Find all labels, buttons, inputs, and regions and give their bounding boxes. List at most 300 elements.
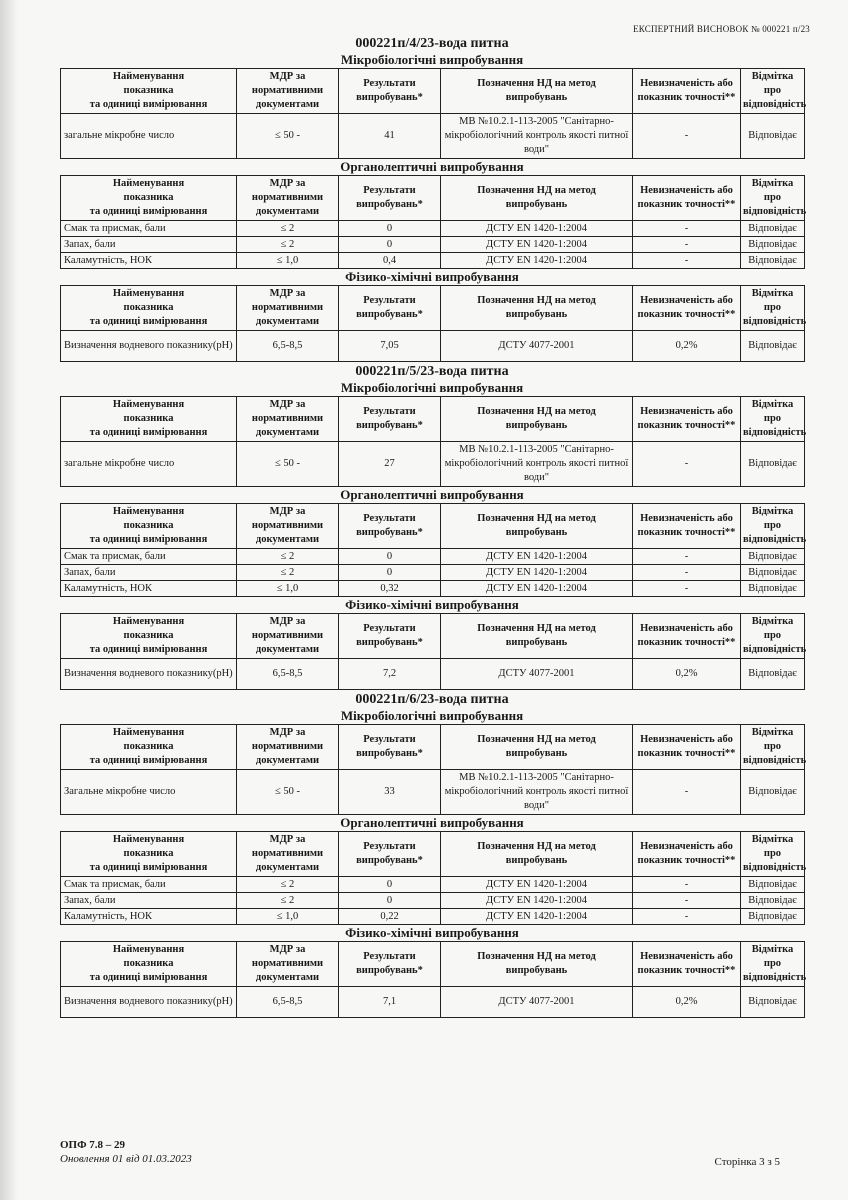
uncertainty-value: -	[633, 581, 741, 597]
col-nd-header	[441, 504, 633, 549]
col-nd-header	[441, 69, 633, 114]
header-line: Найменування	[112, 834, 185, 845]
header-line: показник точності**	[637, 309, 736, 320]
method-standard: ДСТУ 4077-2001	[441, 659, 633, 690]
header-line: показника	[123, 520, 174, 531]
col-uncertainty-header	[633, 725, 741, 770]
compliance-status: Відповідає	[741, 987, 805, 1018]
col-compliance-header	[741, 69, 805, 114]
col-compliance-header	[741, 176, 805, 221]
header-line: Позначення НД на метод	[477, 513, 596, 524]
col-uncertainty-header	[633, 69, 741, 114]
mdr-value: 6,5-8,5	[237, 659, 339, 690]
col-name-header	[61, 504, 237, 549]
header-line: випробувань*	[356, 748, 423, 759]
header-line: нормативними	[251, 848, 324, 859]
table-header-row	[61, 832, 805, 877]
header-line: документами	[255, 755, 320, 766]
header-line: випробувань	[505, 199, 568, 210]
header-line: Позначення НД на метод	[477, 406, 596, 417]
col-uncertainty-header	[633, 176, 741, 221]
uncertainty-value: -	[633, 549, 741, 565]
mdr-value: ≤ 50 -	[237, 442, 339, 487]
table-header-row	[61, 176, 805, 221]
result-value: 7,1	[339, 987, 441, 1018]
sample-title: 000221п/6/23-вода питна	[355, 692, 509, 707]
header-line: Найменування	[112, 399, 185, 410]
col-nd-header	[441, 725, 633, 770]
header-line: випробувань*	[356, 92, 423, 103]
header-line: Результати	[363, 841, 416, 852]
uncertainty-value: -	[633, 770, 741, 815]
header-line: показник точності**	[637, 92, 736, 103]
method-standard: ДСТУ EN 1420-1:2004	[441, 221, 633, 237]
header-line: документами	[255, 534, 320, 545]
header-line: показника	[123, 630, 174, 641]
header-line: Результати	[363, 951, 416, 962]
method-standard: МВ №10.2.1-113-2005 "Санітарно-мікробіологічний контроль якості питної води"	[441, 770, 633, 815]
header-line: Найменування	[112, 71, 185, 82]
uncertainty-value: -	[633, 237, 741, 253]
form-update: Оновлення 01 від 01.03.2023	[60, 1153, 192, 1165]
header-line: показник точності**	[637, 748, 736, 759]
result-value: 33	[339, 770, 441, 815]
table-row	[61, 565, 805, 581]
compliance-status: Відповідає	[741, 877, 805, 893]
col-name-header	[61, 69, 237, 114]
col-compliance-header	[741, 397, 805, 442]
header-line: випробувань	[505, 527, 568, 538]
header-line: Найменування	[112, 506, 185, 517]
compliance-status: Відповідає	[741, 253, 805, 269]
col-name-header	[61, 725, 237, 770]
table-row	[61, 221, 805, 237]
header-line: показник точності**	[637, 637, 736, 648]
col-compliance-header	[741, 832, 805, 877]
col-mdr-header	[237, 176, 339, 221]
table-row	[61, 581, 805, 597]
header-line: Найменування	[112, 944, 185, 955]
table-row	[61, 909, 805, 925]
table-header-row	[61, 504, 805, 549]
col-result-header	[339, 69, 441, 114]
method-standard: ДСТУ 4077-2001	[441, 331, 633, 362]
footer-form-info	[60, 1138, 192, 1166]
col-result-header	[339, 832, 441, 877]
method-standard: ДСТУ EN 1420-1:2004	[441, 549, 633, 565]
document-header: ЕКСПЕРТНИЙ ВИСНОВОК № 000221 п/23	[633, 24, 810, 34]
header-line: випробувань*	[356, 199, 423, 210]
col-result-header	[339, 942, 441, 987]
mdr-value: ≤ 2	[237, 549, 339, 565]
header-line: Невизначеність або	[640, 623, 733, 634]
indicator-name: Смак та присмак, бали	[61, 221, 237, 237]
header-line: випробувань	[505, 855, 568, 866]
header-line: відповідність	[743, 99, 807, 110]
header-line: випробувань*	[356, 527, 423, 538]
header-line: нормативними	[251, 741, 324, 752]
method-standard: ДСТУ 4077-2001	[441, 987, 633, 1018]
result-value: 0,4	[339, 253, 441, 269]
col-compliance-header	[741, 725, 805, 770]
compliance-status: Відповідає	[741, 237, 805, 253]
header-line: випробувань	[505, 965, 568, 976]
table-row	[61, 442, 805, 487]
header-line: документами	[255, 427, 320, 438]
header-line: МДР за	[269, 288, 306, 299]
indicator-name: Смак та присмак, бали	[61, 549, 237, 565]
header-line: МДР за	[269, 71, 306, 82]
compliance-status: Відповідає	[741, 549, 805, 565]
header-line: Позначення НД на метод	[477, 841, 596, 852]
indicator-name: загальне мікробне число	[61, 442, 237, 487]
result-value: 0	[339, 221, 441, 237]
mdr-value: ≤ 1,0	[237, 909, 339, 925]
header-line: документами	[255, 316, 320, 327]
method-standard: ДСТУ EN 1420-1:2004	[441, 565, 633, 581]
header-line: Результати	[363, 185, 416, 196]
header-line: показника	[123, 302, 174, 313]
header-line: та одиниці вимірювання	[89, 316, 208, 327]
compliance-status: Відповідає	[741, 909, 805, 925]
header-line: Результати	[363, 623, 416, 634]
header-line: випробувань	[505, 637, 568, 648]
header-line: випробувань*	[356, 855, 423, 866]
table-row	[61, 770, 805, 815]
mdr-value: ≤ 50 -	[237, 770, 339, 815]
header-line: відповідність	[743, 206, 807, 217]
results-table	[60, 724, 805, 815]
table-header-row	[61, 397, 805, 442]
header-line: Відмітка про	[751, 288, 794, 313]
method-standard: ДСТУ EN 1420-1:2004	[441, 581, 633, 597]
col-mdr-header	[237, 69, 339, 114]
page-number: Сторінка 3 з 5	[714, 1156, 780, 1168]
header-line: Результати	[363, 513, 416, 524]
col-name-header	[61, 832, 237, 877]
mdr-value: ≤ 1,0	[237, 581, 339, 597]
result-value: 0	[339, 565, 441, 581]
header-line: показника	[123, 741, 174, 752]
table-row	[61, 114, 805, 159]
results-table	[60, 503, 805, 597]
section-title: Мікробіологічні випробування	[340, 52, 524, 67]
col-uncertainty-header	[633, 942, 741, 987]
col-name-header	[61, 942, 237, 987]
mdr-value: ≤ 2	[237, 221, 339, 237]
col-uncertainty-header	[633, 504, 741, 549]
header-line: Позначення НД на метод	[477, 951, 596, 962]
col-compliance-header	[741, 504, 805, 549]
header-line: та одиниці вимірювання	[89, 534, 208, 545]
table-row	[61, 877, 805, 893]
sample-title: 000221п/5/23-вода питна	[355, 364, 509, 379]
compliance-status: Відповідає	[741, 581, 805, 597]
compliance-status: Відповідає	[741, 659, 805, 690]
col-nd-header	[441, 942, 633, 987]
result-value: 41	[339, 114, 441, 159]
uncertainty-value: -	[633, 565, 741, 581]
table-row	[61, 893, 805, 909]
header-line: показник точності**	[637, 420, 736, 431]
col-name-header	[61, 614, 237, 659]
col-uncertainty-header	[633, 397, 741, 442]
uncertainty-value: -	[633, 909, 741, 925]
header-line: відповідність	[743, 972, 807, 983]
header-line: випробувань	[505, 748, 568, 759]
mdr-value: ≤ 2	[237, 237, 339, 253]
table-row	[61, 237, 805, 253]
header-line: Невизначеність або	[640, 841, 733, 852]
uncertainty-value: -	[633, 253, 741, 269]
col-result-header	[339, 397, 441, 442]
col-result-header	[339, 725, 441, 770]
header-line: документами	[255, 972, 320, 983]
result-value: 0,22	[339, 909, 441, 925]
header-line: показника	[123, 958, 174, 969]
results-table	[60, 831, 805, 925]
results-table	[60, 68, 805, 159]
header-line: Відмітка про	[751, 727, 794, 752]
section-title: Фізико-хімічні випробування	[345, 597, 519, 612]
indicator-name: Смак та присмак, бали	[61, 877, 237, 893]
col-compliance-header	[741, 614, 805, 659]
header-line: документами	[255, 99, 320, 110]
header-line: Результати	[363, 295, 416, 306]
mdr-value: ≤ 1,0	[237, 253, 339, 269]
indicator-name: Каламутність, НОК	[61, 909, 237, 925]
header-line: показник точності**	[637, 199, 736, 210]
header-line: Найменування	[112, 288, 185, 299]
header-line: Результати	[363, 734, 416, 745]
col-mdr-header	[237, 942, 339, 987]
uncertainty-value: 0,2%	[633, 987, 741, 1018]
method-standard: МВ №10.2.1-113-2005 "Санітарно-мікробіологічний контроль якості питної води"	[441, 442, 633, 487]
header-line: Позначення НД на метод	[477, 185, 596, 196]
col-compliance-header	[741, 942, 805, 987]
mdr-value: ≤ 2	[237, 565, 339, 581]
col-nd-header	[441, 832, 633, 877]
uncertainty-value: -	[633, 877, 741, 893]
header-line: Відмітка про	[751, 399, 794, 424]
report-body	[60, 34, 807, 1018]
header-line: Відмітка про	[751, 944, 794, 969]
uncertainty-value: 0,2%	[633, 331, 741, 362]
results-table	[60, 613, 805, 690]
result-value: 0	[339, 549, 441, 565]
compliance-status: Відповідає	[741, 770, 805, 815]
header-line: Позначення НД на метод	[477, 295, 596, 306]
header-line: Невизначеність або	[640, 295, 733, 306]
table-header-row	[61, 725, 805, 770]
col-nd-header	[441, 176, 633, 221]
header-line: та одиниці вимірювання	[89, 644, 208, 655]
header-line: Відмітка про	[751, 71, 794, 96]
col-mdr-header	[237, 504, 339, 549]
section-title: Фізико-хімічні випробування	[345, 925, 519, 940]
header-line: та одиниці вимірювання	[89, 862, 208, 873]
header-line: та одиниці вимірювання	[89, 972, 208, 983]
section-title: Мікробіологічні випробування	[340, 708, 524, 723]
result-value: 27	[339, 442, 441, 487]
col-result-header	[339, 504, 441, 549]
table-header-row	[61, 286, 805, 331]
uncertainty-value: -	[633, 893, 741, 909]
header-line: нормативними	[251, 630, 324, 641]
result-value: 7,2	[339, 659, 441, 690]
header-line: та одиниці вимірювання	[89, 206, 208, 217]
header-line: показника	[123, 192, 174, 203]
header-line: випробувань*	[356, 637, 423, 648]
table-row	[61, 659, 805, 690]
header-line: МДР за	[269, 616, 306, 627]
col-nd-header	[441, 286, 633, 331]
results-table	[60, 396, 805, 487]
indicator-name: Каламутність, НОК	[61, 581, 237, 597]
mdr-value: 6,5-8,5	[237, 987, 339, 1018]
col-mdr-header	[237, 614, 339, 659]
compliance-status: Відповідає	[741, 442, 805, 487]
scan-edge-shadow	[0, 0, 18, 1200]
header-line: випробувань*	[356, 309, 423, 320]
header-line: МДР за	[269, 727, 306, 738]
col-compliance-header	[741, 286, 805, 331]
section-title: Органолептичні випробування	[340, 815, 524, 830]
header-line: нормативними	[251, 958, 324, 969]
result-value: 0	[339, 893, 441, 909]
table-row	[61, 549, 805, 565]
section-title: Мікробіологічні випробування	[340, 380, 524, 395]
header-line: випробувань	[505, 309, 568, 320]
header-line: Позначення НД на метод	[477, 734, 596, 745]
header-line: Відмітка про	[751, 616, 794, 641]
mdr-value: ≤ 50 -	[237, 114, 339, 159]
header-line: показника	[123, 85, 174, 96]
table-header-row	[61, 614, 805, 659]
method-standard: МВ №10.2.1-113-2005 "Санітарно-мікробіологічний контроль якості питної води"	[441, 114, 633, 159]
header-line: Найменування	[112, 178, 185, 189]
indicator-name: Визначення водневого показнику(рН)	[61, 331, 237, 362]
result-value: 0,32	[339, 581, 441, 597]
header-line: випробувань	[505, 420, 568, 431]
col-nd-header	[441, 397, 633, 442]
mdr-value: ≤ 2	[237, 877, 339, 893]
header-line: МДР за	[269, 834, 306, 845]
col-result-header	[339, 176, 441, 221]
header-line: показник точності**	[637, 527, 736, 538]
col-mdr-header	[237, 725, 339, 770]
col-result-header	[339, 614, 441, 659]
header-line: Результати	[363, 78, 416, 89]
header-line: нормативними	[251, 520, 324, 531]
header-line: відповідність	[743, 644, 807, 655]
mdr-value: 6,5-8,5	[237, 331, 339, 362]
method-standard: ДСТУ EN 1420-1:2004	[441, 237, 633, 253]
header-line: Невизначеність або	[640, 513, 733, 524]
header-line: нормативними	[251, 302, 324, 313]
header-line: випробувань	[505, 92, 568, 103]
header-line: та одиниці вимірювання	[89, 427, 208, 438]
header-line: Невизначеність або	[640, 185, 733, 196]
uncertainty-value: -	[633, 114, 741, 159]
form-code: ОПФ 7.8 – 29	[60, 1139, 126, 1151]
table-row	[61, 253, 805, 269]
header-line: показника	[123, 848, 174, 859]
header-line: Невизначеність або	[640, 78, 733, 89]
header-line: Відмітка про	[751, 834, 794, 859]
col-name-header	[61, 397, 237, 442]
method-standard: ДСТУ EN 1420-1:2004	[441, 893, 633, 909]
method-standard: ДСТУ EN 1420-1:2004	[441, 877, 633, 893]
header-line: МДР за	[269, 178, 306, 189]
section-title: Органолептичні випробування	[340, 487, 524, 502]
sample-title: 000221п/4/23-вода питна	[355, 36, 509, 51]
col-result-header	[339, 286, 441, 331]
header-line: Відмітка про	[751, 178, 794, 203]
header-line: випробувань*	[356, 965, 423, 976]
method-standard: ДСТУ EN 1420-1:2004	[441, 253, 633, 269]
results-table	[60, 175, 805, 269]
header-line: випробувань*	[356, 420, 423, 431]
compliance-status: Відповідає	[741, 565, 805, 581]
indicator-name: Визначення водневого показнику(рН)	[61, 659, 237, 690]
col-name-header	[61, 176, 237, 221]
table-row	[61, 331, 805, 362]
col-name-header	[61, 286, 237, 331]
results-table	[60, 285, 805, 362]
header-line: Відмітка про	[751, 506, 794, 531]
indicator-name: Каламутність, НОК	[61, 253, 237, 269]
table-row	[61, 987, 805, 1018]
header-line: відповідність	[743, 316, 807, 327]
header-line: МДР за	[269, 399, 306, 410]
header-line: нормативними	[251, 85, 324, 96]
method-standard: ДСТУ EN 1420-1:2004	[441, 909, 633, 925]
header-line: Невизначеність або	[640, 734, 733, 745]
col-uncertainty-header	[633, 832, 741, 877]
compliance-status: Відповідає	[741, 221, 805, 237]
uncertainty-value: -	[633, 221, 741, 237]
col-mdr-header	[237, 286, 339, 331]
compliance-status: Відповідає	[741, 114, 805, 159]
header-line: МДР за	[269, 944, 306, 955]
indicator-name: Загальне мікробне число	[61, 770, 237, 815]
indicator-name: Запах, бали	[61, 893, 237, 909]
section-title: Фізико-хімічні випробування	[345, 269, 519, 284]
header-line: Позначення НД на метод	[477, 623, 596, 634]
header-line: Позначення НД на метод	[477, 78, 596, 89]
header-line: документами	[255, 206, 320, 217]
compliance-status: Відповідає	[741, 331, 805, 362]
header-line: Невизначеність або	[640, 406, 733, 417]
compliance-status: Відповідає	[741, 893, 805, 909]
col-uncertainty-header	[633, 286, 741, 331]
header-line: показник точності**	[637, 965, 736, 976]
col-mdr-header	[237, 397, 339, 442]
mdr-value: ≤ 2	[237, 893, 339, 909]
indicator-name: Запах, бали	[61, 565, 237, 581]
header-line: та одиниці вимірювання	[89, 99, 208, 110]
header-line: документами	[255, 644, 320, 655]
indicator-name: Визначення водневого показнику(рН)	[61, 987, 237, 1018]
header-line: МДР за	[269, 506, 306, 517]
header-line: Результати	[363, 406, 416, 417]
uncertainty-value: -	[633, 442, 741, 487]
table-header-row	[61, 942, 805, 987]
header-line: нормативними	[251, 192, 324, 203]
result-value: 0	[339, 237, 441, 253]
header-line: документами	[255, 862, 320, 873]
